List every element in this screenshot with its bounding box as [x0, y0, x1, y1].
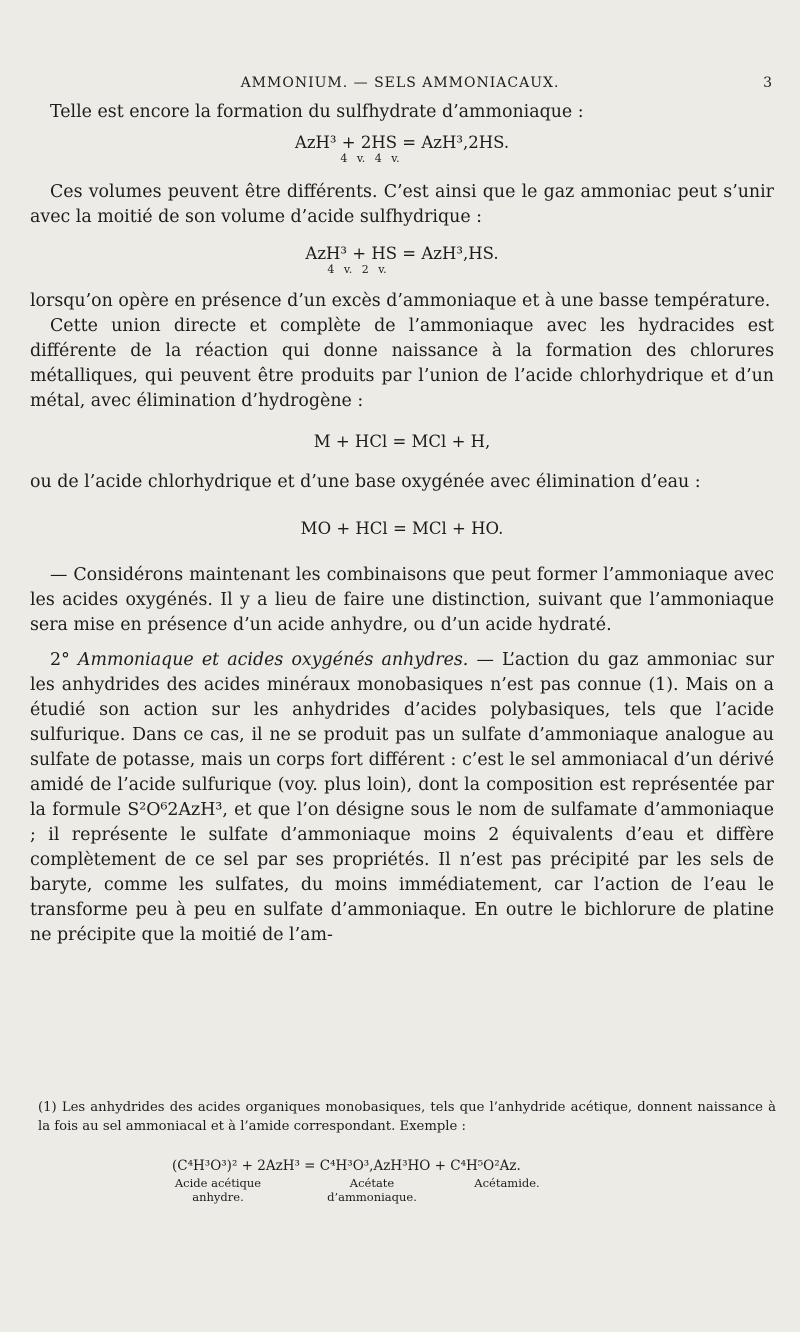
equation-4: MO + HCl = MCl + HO. — [300, 519, 504, 538]
paragraph-1: Telle est encore la formation du sulfhydrate d’ammoniaque : — [50, 102, 584, 122]
footnote-equation: (C⁴H³O³)² + 2AzH³ = C⁴H³O³,AzH³HO + C⁴H⁵O²Az. — [172, 1158, 521, 1174]
equation-1: AzH³ + 2HS = AzH³,2HS. — [294, 133, 510, 152]
footnote-equation-block — [172, 1158, 572, 1209]
header-title: AMMONIUM. — SELS AMMONIACAUX. — [240, 75, 560, 91]
paragraph-6: — Considérons maintenant les combinaisons que peut former l’ammoniaque avec les acides oxygénés. Il y a lieu de faire une distinction, suivant que l’ammoniaque sera mise en présence d’un acide anhydre, ou d’un acide hydraté. — [30, 565, 774, 635]
paragraph-4: Cette union directe et complète de l’ammoniaque avec les hydracides est différente de la réaction qui donne naissance à la formation des chlorures métalliques, qui peuvent être produits par l’union de l’acide chlorhydrique et d’un métal, avec élimination d’hydrogène : — [30, 316, 774, 411]
label-acetamide: Acétamide. — [474, 1176, 540, 1190]
page-number: 3 — [763, 75, 772, 91]
paragraph-7 — [30, 648, 774, 948]
equation-1-volumes: 4 v. 4 v. — [340, 152, 400, 165]
section-title: Ammoniaque et acides oxygénés anhydres. — [77, 650, 469, 670]
paragraph-2: Ces volumes peuvent être différents. C’est ainsi que le gaz ammoniac peut s’unir avec la moitié de son volume d’acide sulfhydrique : — [30, 182, 774, 227]
label-acetate: Acétate d’ammoniaque. — [327, 1176, 417, 1204]
footnote: (1) Les anhydrides des acides organiques monobasiques, tels que l’anhydride acétique, donnent naissance à la fois au sel ammoniacal et à l’amide correspondant. Exemple : — [38, 1100, 776, 1134]
paragraph-3: lorsqu’on opère en présence d’un excès d’ammoniaque et à une basse température. — [30, 291, 771, 311]
label-acide-acetique: Acide acétique anhydre. — [174, 1176, 262, 1204]
body-text — [30, 100, 774, 948]
section-number: 2° — [50, 650, 70, 670]
equation-3: M + HCl = MCl + H, — [313, 432, 491, 451]
running-header — [0, 72, 800, 98]
equation-2-volumes: 4 v. 2 v. — [327, 263, 387, 276]
paragraph-5: ou de l’acide chlorhydrique et d’une base oxygénée avec élimination d’eau : — [30, 472, 701, 492]
footnote-equation-labels — [172, 1175, 572, 1209]
section-text: — L’action du gaz ammoniac sur les anhydrides des acides minéraux monobasiques n’est pas connue (1). Mais on a étudié son action sur les anhydrides d’acides polybasiques, tels que l’acide sulfurique. Dans ce cas, il ne se produit pas un sulfate d’ammoniaque analogue au sulfate de potasse, mais un corps fort différent : c’est le sel ammoniacal d’un dérivé amidé de l’acide sulfurique (voy. plus loin), dont la composition est représentée par la formule S²O⁶2AzH³, et que l’on désigne sous le nom de sulfamate d’ammoniaque ; il représente le sulfate d’ammoniaque moins 2 équivalents d’eau et diffère complètement de ce sel par ses propriétés. Il n’est pas précipité par les sels de baryte, comme les sulfates, du moins immédiatement, car l’action de l’eau le transforme peu à peu en sulfate d’ammoniaque. En outre le bichlorure de platine ne précipite que la moitié de l’am- — [30, 650, 774, 945]
equation-2: AzH³ + HS = AzH³,HS. — [305, 244, 499, 263]
